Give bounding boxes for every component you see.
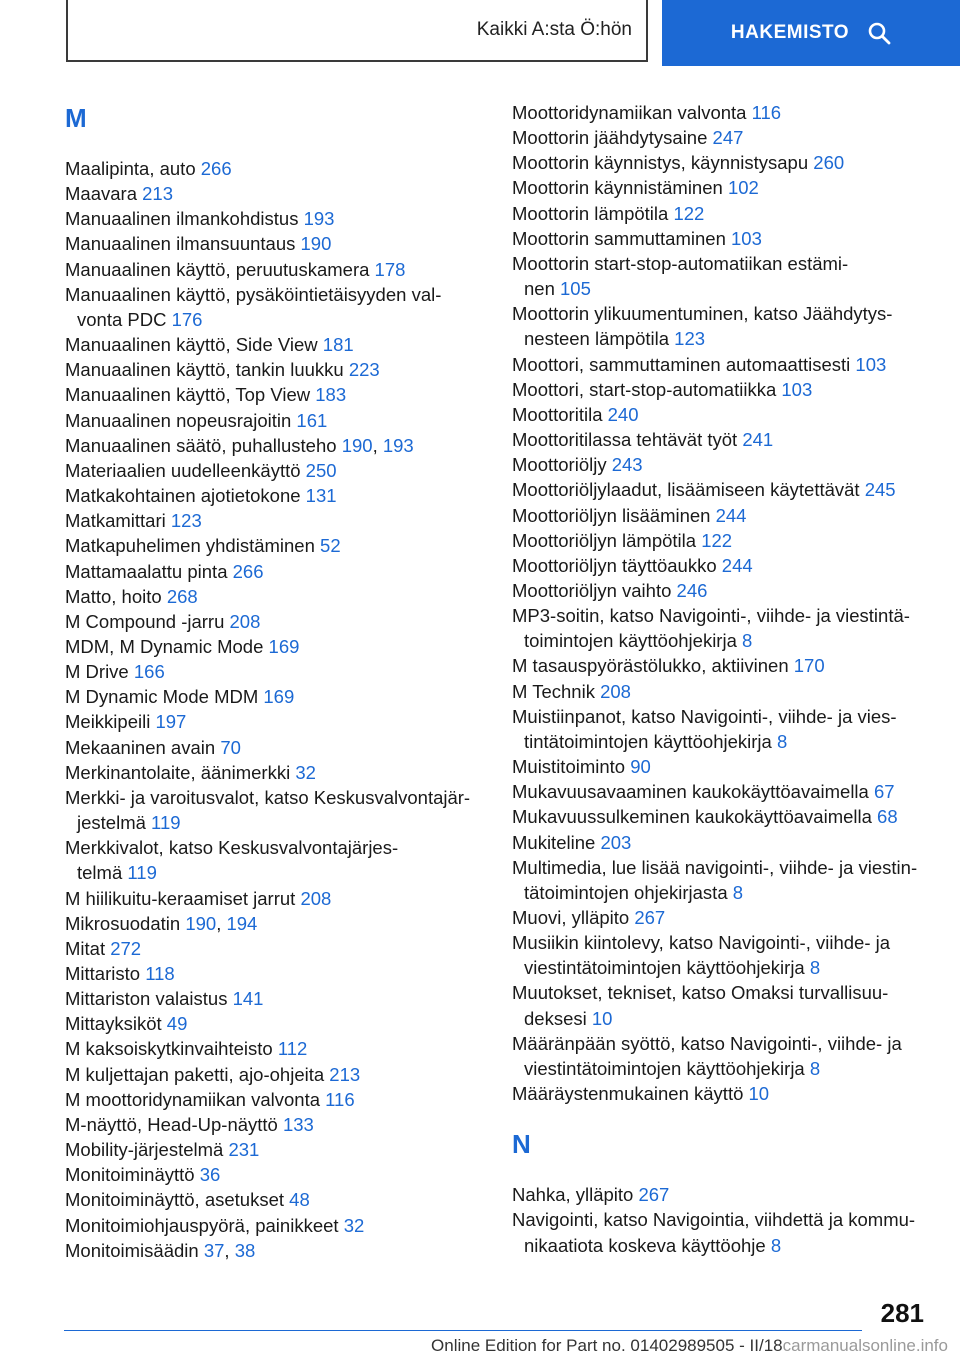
entry-text: Moottoriöljylaadut, lisäämiseen käytettävät	[512, 479, 865, 501]
entry-text: M Compound -jarru	[65, 610, 230, 632]
entry-text: Matkamittari	[65, 510, 171, 532]
entry-text: viestintätoimintojen käyttöohjekirja	[524, 1057, 810, 1079]
index-entry	[512, 377, 932, 402]
page-link[interactable]: 131	[305, 485, 337, 507]
index-entry	[512, 175, 932, 200]
page-link[interactable]: 223	[348, 359, 380, 381]
index-entry	[512, 779, 932, 804]
page-link[interactable]: 245	[864, 479, 896, 501]
entry-text: Maalipinta, auto	[65, 158, 201, 179]
entry-text: MP3-soitin, katso Navigointi-, viihde- ja viestintä-	[512, 605, 910, 627]
page-link[interactable]: 8	[809, 957, 821, 979]
index-entry	[512, 150, 932, 175]
page-link[interactable]: 112	[277, 1038, 308, 1060]
entry-text: M-näyttö, Head-Up-näyttö	[65, 1113, 283, 1135]
tab-a-to-z[interactable]	[66, 0, 648, 62]
index-entry	[512, 1182, 932, 1207]
entry-text: Moottorin ylikuumentuminen, katso Jäähdytys-	[512, 303, 893, 325]
page-link[interactable]: 208	[300, 887, 332, 909]
page-link[interactable]: 250	[305, 459, 337, 481]
page-link[interactable]: 32	[343, 1214, 365, 1236]
entry-text: nesteen lämpötila	[524, 328, 675, 350]
entry-list-n	[512, 1182, 932, 1257]
index-entry	[65, 1112, 485, 1137]
entry-text: Navigointi, katso Navigointia, viihdettä ja kommu-	[512, 1209, 916, 1231]
index-entry	[65, 1162, 485, 1187]
index-entry	[65, 257, 485, 282]
entry-text: M moottoridynamiikan valvonta	[65, 1088, 326, 1110]
index-entry	[65, 206, 485, 231]
entry-text: vonta PDC	[77, 308, 172, 330]
index-entry	[512, 704, 932, 754]
entry-text: Moottori, start-stop-automatiikka	[512, 378, 782, 400]
entry-text: M kuljettajan paketti, ajo-ohjeita	[65, 1063, 330, 1085]
entry-text: M kaksoiskytkinvaihteisto	[65, 1038, 278, 1060]
index-entry	[512, 427, 932, 452]
index-entry	[65, 936, 485, 961]
entry-text: Moottoriöljyn lisääminen	[512, 504, 716, 526]
page-link[interactable]: 8	[742, 630, 753, 652]
index-entry	[65, 659, 485, 684]
index-entry	[65, 886, 485, 911]
page-link[interactable]: 123	[170, 510, 202, 532]
page-link[interactable]: 208	[229, 610, 261, 632]
entry-text: toimintojen käyttöohjekirja	[524, 630, 742, 652]
page-link[interactable]: 169	[263, 686, 295, 708]
page-link[interactable]: 193	[382, 434, 414, 456]
entry-text: Maavara	[65, 183, 143, 205]
entry-text: nikaatiota koskeva käyttöohje	[524, 1234, 771, 1256]
page-link[interactable]: 243	[611, 454, 643, 476]
page-link[interactable]: 8	[732, 881, 744, 903]
index-entry	[512, 452, 932, 477]
page-link[interactable]: 36	[199, 1164, 221, 1186]
page-link[interactable]: 8	[809, 1057, 821, 1079]
entry-text: Moottorin lämpötila	[512, 202, 674, 224]
entry-text: Mobility-järjestelmä	[65, 1139, 229, 1161]
search-icon	[867, 21, 891, 45]
page-link[interactable]: 240	[607, 403, 639, 425]
index-entry	[65, 483, 485, 508]
index-entry	[512, 980, 932, 1030]
entry-text: Moottorin jäähdytysaine	[512, 127, 713, 149]
tab-index[interactable]	[662, 0, 960, 66]
index-entry: Mikrosuodatin 190, 194	[65, 912, 258, 934]
page-link[interactable]: 213	[329, 1063, 361, 1085]
page-link[interactable]: 122	[673, 202, 705, 224]
index-entry	[512, 653, 932, 678]
page-link[interactable]: 119	[127, 862, 157, 884]
page-link[interactable]: 133	[282, 1113, 314, 1135]
page-link[interactable]: 103	[855, 353, 887, 375]
page-link[interactable]: 190	[185, 912, 217, 934]
page-link[interactable]: 52	[320, 535, 341, 557]
page-link[interactable]: 102	[727, 177, 759, 199]
index-entry	[65, 181, 485, 206]
section-letter-m: M	[65, 103, 87, 133]
index-entry	[512, 804, 932, 829]
page-link[interactable]: 244	[715, 504, 747, 526]
index-entry	[512, 503, 932, 528]
index-entry	[512, 477, 932, 502]
entry-text: deksesi	[524, 1007, 592, 1029]
page-link[interactable]: 272	[110, 937, 142, 959]
entry-text: Monitoiminäyttö, asetukset	[65, 1189, 290, 1211]
page-link[interactable]: 70	[220, 736, 241, 758]
page-link[interactable]: 267	[634, 907, 666, 928]
entry-text: Moottoriöljyn vaihto	[512, 579, 677, 601]
index-entry	[65, 1011, 485, 1036]
page-link[interactable]: 166	[133, 661, 165, 683]
entry-text: Manuaalinen ilmansuuntaus	[65, 233, 301, 255]
entry-list-m-right	[512, 100, 932, 1106]
page-link[interactable]: 141	[232, 988, 264, 1010]
index-entry	[512, 855, 932, 905]
index-entry	[65, 986, 485, 1011]
page-link[interactable]: 241	[742, 429, 774, 451]
page-link[interactable]: 267	[638, 1184, 670, 1206]
index-entry	[65, 382, 485, 407]
page-link[interactable]: 244	[721, 554, 753, 576]
index-entry	[65, 1187, 485, 1212]
entry-text: M Dynamic Mode MDM	[65, 686, 264, 708]
index-entry	[65, 785, 485, 835]
entry-text: nen	[524, 278, 561, 300]
footer-edition-text: Online Edition for Part no. 01402989505 - II/18	[431, 1336, 783, 1355]
index-entry: Monitoimisäädin 37, 38	[65, 1239, 256, 1261]
page-link[interactable]: 266	[200, 158, 232, 179]
entry-text: M Technik	[512, 680, 601, 702]
page-link[interactable]: 10	[748, 1083, 770, 1105]
entry-text: Nahka, ylläpito	[512, 1184, 639, 1206]
index-entry	[512, 905, 932, 930]
index-entry	[512, 226, 932, 251]
entry-text: Merkkivalot, katso Keskusvalvontajärjes-	[65, 837, 399, 859]
entry-text: Mikrosuodatin	[65, 912, 186, 934]
index-column-right	[512, 100, 932, 1258]
entry-text: MDM, M Dynamic Mode	[65, 635, 269, 657]
entry-text: Muistitoiminto	[512, 756, 631, 778]
page-link[interactable]: 122	[701, 529, 733, 551]
entry-text: M hiilikuitu-keraamiset jarrut	[65, 887, 301, 909]
entry-text: Manuaalinen käyttö, tankin luukku	[65, 359, 349, 381]
index-entry	[65, 1036, 485, 1061]
footer-watermark: carmanualsonline.info	[782, 1336, 948, 1355]
page-link[interactable]: 213	[142, 183, 173, 205]
index-entry	[65, 1137, 485, 1162]
index-entry	[65, 584, 485, 609]
index-entry	[512, 125, 932, 150]
index-entry	[512, 754, 932, 779]
page-link[interactable]: 268	[166, 585, 198, 607]
index-entry	[65, 961, 485, 986]
entry-text: Meikkipeili	[65, 711, 156, 733]
entry-text: jestelmä	[77, 812, 152, 834]
index-entry	[65, 1062, 485, 1087]
index-entry	[65, 760, 485, 785]
page-number: 281	[880, 1298, 924, 1328]
section-letter-n: N	[512, 1129, 531, 1160]
entry-text: Moottoritilassa tehtävät työt	[512, 429, 743, 451]
page-link[interactable]: 116	[325, 1088, 355, 1110]
page-link[interactable]: 247	[712, 127, 744, 149]
index-entry	[65, 559, 485, 584]
index-entry	[65, 835, 485, 885]
page-link[interactable]: 118	[145, 963, 175, 984]
index-entry	[65, 1213, 485, 1238]
index-entry	[512, 528, 932, 553]
entry-text: Mittariston valaistus	[65, 988, 233, 1010]
page-link[interactable]: 116	[751, 102, 782, 123]
page-link[interactable]: 169	[268, 635, 300, 657]
page-link[interactable]: 103	[781, 378, 813, 400]
page-link[interactable]: 194	[226, 912, 258, 934]
index-column-left	[65, 100, 485, 1263]
entry-text: Moottoridynamiikan valvonta	[512, 102, 752, 123]
page-link[interactable]: 178	[374, 258, 406, 280]
entry-text: Mittaristo	[65, 963, 146, 984]
entry-text: Manuaalinen nopeusrajoitin	[65, 409, 297, 431]
entry-text: Määräystenmukainen käyttö	[512, 1083, 749, 1105]
index-entry	[65, 357, 485, 382]
page-link[interactable]: 38	[234, 1239, 256, 1261]
index-entry	[65, 735, 485, 760]
entry-text: Moottoriöljyn täyttöaukko	[512, 554, 722, 576]
page-link[interactable]: 103	[731, 227, 762, 249]
tab-a-to-z-label: Kaikki A:sta Ö:hön	[476, 19, 632, 40]
index-entry	[65, 508, 485, 533]
page-link[interactable]: 246	[676, 579, 708, 601]
index-entry	[65, 458, 485, 483]
entry-text: Moottoriöljy	[512, 454, 612, 476]
index-entry	[65, 709, 485, 734]
index-entry	[512, 603, 932, 653]
page-link[interactable]: 10	[591, 1007, 613, 1029]
index-entry	[65, 634, 485, 659]
page-link[interactable]: 170	[793, 655, 825, 677]
entry-text: viestintätoimintojen käyttöohjekirja	[524, 957, 810, 979]
index-entry	[512, 930, 932, 980]
entry-text: Moottoritila	[512, 403, 608, 425]
entry-text: Mekaaninen avain	[65, 736, 221, 758]
entry-text: Manuaalinen käyttö, Side View	[65, 334, 323, 356]
index-entry	[512, 830, 932, 855]
entry-text: Mittayksiköt	[65, 1013, 167, 1035]
page-link[interactable]: 68	[877, 806, 898, 828]
page-link[interactable]: 67	[873, 781, 895, 803]
page-link[interactable]: 8	[770, 1234, 782, 1256]
page-link[interactable]: 208	[600, 680, 631, 702]
top-navigation	[0, 0, 960, 66]
page-link[interactable]: 90	[630, 756, 651, 778]
entry-text: Matkakohtainen ajotietokone	[65, 485, 306, 507]
page-link[interactable]: 190	[300, 233, 332, 255]
page-link[interactable]: 183	[315, 384, 347, 406]
entry-text: Materiaalien uudelleenkäyttö	[65, 459, 306, 481]
page-link[interactable]: 119	[151, 812, 181, 834]
page-link[interactable]: 37	[203, 1239, 225, 1261]
index-entry: Manuaalinen säätö, puhallusteho 190, 193	[65, 434, 414, 456]
index-entry	[65, 156, 485, 181]
entry-text: telmä	[77, 862, 128, 884]
entry-text: Monitoimiohjauspyörä, painikkeet	[65, 1214, 344, 1236]
entry-text: Mitat	[65, 937, 111, 959]
index-entry	[512, 201, 932, 226]
index-entry	[512, 402, 932, 427]
entry-text: Multimedia, lue lisää navigointi-, viihde- ja viestin-	[512, 856, 918, 878]
entry-text: Moottorin sammuttaminen	[512, 227, 732, 249]
entry-text: Moottori, sammuttaminen automaattisesti	[512, 353, 856, 375]
index-entry	[512, 251, 932, 301]
entry-list-m-left	[65, 156, 485, 1263]
entry-text: Moottoriöljyn lämpötila	[512, 529, 702, 551]
entry-text: Mukavuusavaaminen kaukokäyttöavaimella	[512, 781, 874, 803]
index-entry	[512, 1081, 932, 1106]
index-entry	[512, 1031, 932, 1081]
entry-text: M tasauspyörästölukko, aktiivinen	[512, 655, 794, 677]
index-entry	[65, 231, 485, 256]
entry-text: tintätoimintojen käyttöohjekirja	[524, 730, 777, 752]
entry-text: Musiikin kiintolevy, katso Navigointi-, viihde- ja	[512, 932, 891, 954]
page-link[interactable]: 49	[166, 1013, 188, 1035]
index-entry	[512, 352, 932, 377]
entry-text: Monitoimisäädin	[65, 1239, 204, 1261]
page-link[interactable]: 231	[228, 1139, 260, 1161]
index-entry	[65, 609, 485, 634]
page-link[interactable]: 260	[813, 152, 845, 174]
entry-text: Manuaalinen käyttö, pysäköintietäisyyden val-	[65, 283, 442, 305]
page-link[interactable]: 161	[296, 409, 328, 431]
index-entry	[65, 332, 485, 357]
index-entry	[65, 533, 485, 558]
index-entry	[512, 301, 932, 351]
entry-text: Manuaalinen käyttö, peruutuskamera	[65, 258, 375, 280]
entry-text: Monitoiminäyttö	[65, 1164, 200, 1186]
entry-text: Moottorin käynnistäminen	[512, 177, 728, 199]
entry-text: Manuaalinen ilmankohdistus	[65, 208, 304, 230]
index-entry	[512, 578, 932, 603]
entry-text: Muutokset, tekniset, katso Omaksi turvallisuu-	[512, 982, 889, 1004]
index-entry	[512, 1207, 932, 1257]
page-link[interactable]: 32	[295, 761, 316, 783]
page-link[interactable]: 203	[600, 831, 632, 853]
entry-text: Moottorin start-stop-automatiikan estämi-	[512, 252, 849, 274]
page-link[interactable]: 181	[322, 334, 354, 356]
page-link[interactable]: 197	[155, 711, 187, 733]
index-entry	[512, 679, 932, 704]
entry-text: Mattamaalattu pinta	[65, 560, 233, 582]
entry-text: Manuaalinen käyttö, Top View	[65, 384, 316, 406]
entry-text: M Drive	[65, 661, 134, 683]
entry-text: Merkinantolaite, äänimerkki	[65, 761, 296, 783]
entry-text: Moottorin käynnistys, käynnistysapu	[512, 152, 814, 174]
footer	[0, 1336, 960, 1356]
page-link[interactable]: 193	[303, 208, 335, 230]
entry-text: Mukiteline	[512, 831, 601, 853]
index-entry	[512, 553, 932, 578]
entry-text: Mukavuussulkeminen kaukokäyttöavaimella	[512, 806, 878, 828]
page-link[interactable]: 48	[289, 1189, 310, 1211]
index-entry	[65, 1087, 485, 1112]
page-link[interactable]: 123	[674, 328, 706, 350]
entry-text: Muistiinpanot, katso Navigointi-, viihde- ja vies-	[512, 705, 897, 727]
page-link[interactable]: 105	[560, 278, 591, 300]
entry-text: Manuaalinen säätö, puhallusteho	[65, 434, 342, 456]
index-entry	[65, 684, 485, 709]
page-link[interactable]: 266	[232, 560, 264, 582]
entry-text: tätoimintojen ohjekirjasta	[524, 881, 733, 903]
tab-index-label: HAKEMISTO	[730, 22, 850, 43]
entry-text: Matto, hoito	[65, 585, 167, 607]
index-entry	[512, 100, 932, 125]
entry-text: Matkapuhelimen yhdistäminen	[65, 535, 321, 557]
index-entry	[65, 282, 485, 332]
index-entry	[65, 408, 485, 433]
entry-text: Määränpään syöttö, katso Navigointi-, viihde- ja	[512, 1032, 902, 1054]
page-link[interactable]: 8	[776, 730, 788, 752]
entry-text: Merkki- ja varoitusvalot, katso Keskusvalvontajär-	[65, 786, 471, 808]
page-link[interactable]: 190	[341, 434, 373, 456]
footer-divider	[64, 1330, 862, 1331]
page-link[interactable]: 176	[171, 308, 203, 330]
entry-text: Muovi, ylläpito	[512, 907, 635, 928]
